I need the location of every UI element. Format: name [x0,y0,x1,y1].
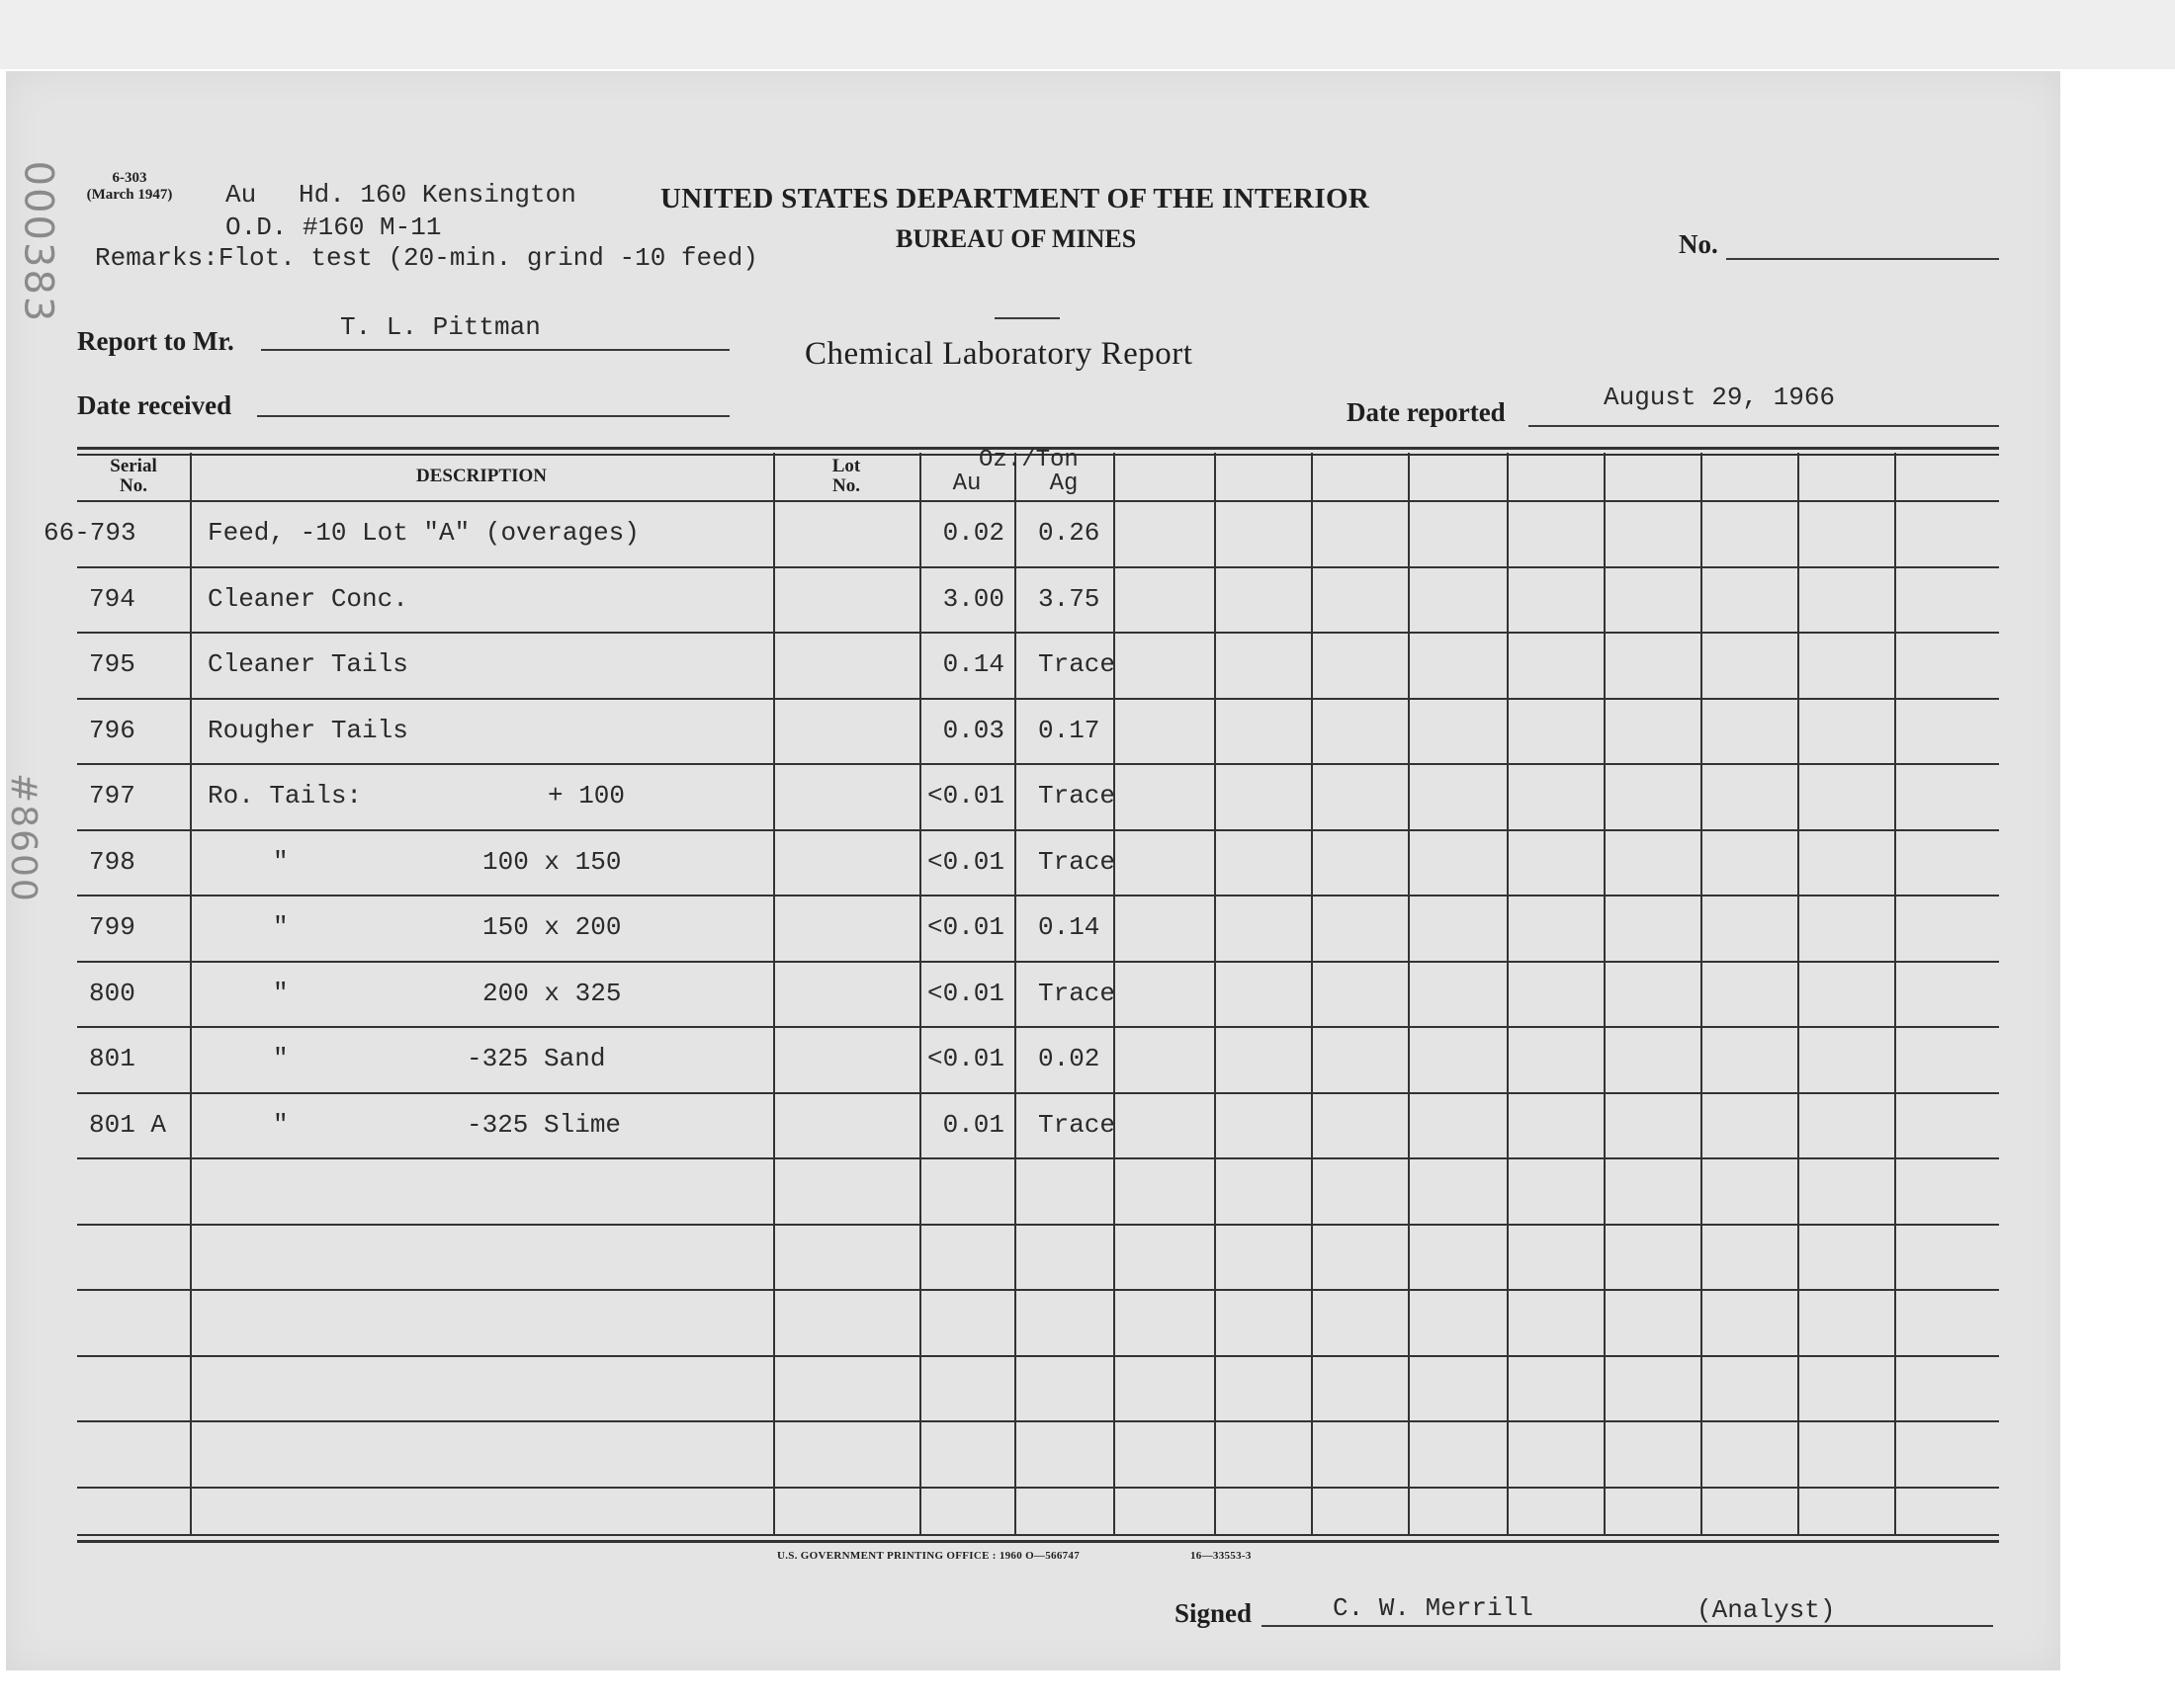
date-received-label: Date received [77,390,232,420]
row-serial: 794 [89,584,135,614]
row-au-value: 0.14 [942,649,1004,679]
row-divider [77,1289,1999,1291]
row-divider [77,566,1999,568]
column-divider [1507,453,1509,1534]
row-ag-value: 0.02 [1038,1044,1100,1073]
row-serial: 801 A [89,1110,167,1140]
signed-role: (Analyst) [1696,1595,1836,1625]
row-description: Rougher Tails [208,716,408,745]
stamp-number-top: 000383 [15,160,61,324]
bureau-title: BUREAU OF MINES [896,224,1137,253]
row-serial: 796 [89,716,135,745]
department-title: UNITED STATES DEPARTMENT OF THE INTERIOR [660,183,1370,214]
row-serial: 800 [89,979,135,1008]
row-ag-value: Trace [1038,781,1116,811]
row-divider [77,632,1999,634]
typed-order: O.D. #160 M-11 [225,213,442,242]
column-divider [1604,453,1606,1534]
row-ag-value: Trace [1038,649,1116,679]
form-code: 16—33553-3 [1190,1550,1252,1562]
column-divider [1894,453,1896,1534]
table-bottom-rule [77,1534,1999,1536]
report-to-label: Report to Mr. [77,326,234,356]
row-divider [77,1355,1999,1357]
typed-location: Hd. 160 Kensington [299,180,576,210]
row-au-value: 0.01 [942,1110,1004,1140]
column-divider [1408,453,1410,1534]
row-size-fraction: -325 Sand [467,1044,606,1073]
au-column-header: Au [952,470,982,497]
row-size-fraction: + 100 [548,781,626,811]
row-ag-value: 0.17 [1038,716,1100,745]
row-description: Feed, -10 Lot "A" (overages) [208,518,640,548]
report-form [3,71,2060,1670]
row-serial: 801 [89,1044,135,1073]
row-divider [77,698,1999,700]
row-divider [77,1026,1999,1028]
signed-name: C. W. Merrill [1333,1593,1533,1623]
signed-label: Signed [1174,1598,1253,1628]
row-ag-value: Trace [1038,847,1116,877]
row-description: " [273,1110,289,1140]
row-description: Ro. Tails: [208,781,363,811]
date-reported-label: Date reported [1347,397,1506,427]
row-divider [77,1420,1999,1422]
ag-column-header: Ag [1049,470,1079,497]
row-divider [77,763,1999,765]
page-title: Chemical Laboratory Report [805,336,1193,372]
row-size-fraction: 150 x 200 [482,912,622,942]
row-au-value: <0.01 [926,781,1004,811]
row-divider [77,895,1999,897]
report-to-value: T. L. Pittman [340,312,541,342]
row-divider [77,961,1999,963]
row-size-fraction: -325 Slime [467,1110,622,1140]
unit-header: Oz./Ton [979,447,1079,473]
lot-column-header: Lot No. [831,456,861,496]
signature-line [1262,1625,1993,1627]
row-au-value: <0.01 [926,912,1004,942]
row-ag-value: Trace [1038,1110,1116,1140]
row-description: " [273,1044,289,1073]
row-divider [77,1157,1999,1159]
table-bottom-rule-outer [77,1540,1999,1543]
row-divider [77,829,1999,831]
row-serial: 66-793 [44,518,136,548]
row-divider [77,1092,1999,1094]
title-divider [995,317,1060,319]
row-au-value: 0.02 [942,518,1004,548]
row-ag-value: 0.14 [1038,912,1100,942]
column-divider [773,453,775,1534]
row-au-value: <0.01 [926,979,1004,1008]
no-label: No. [1679,229,1718,259]
no-field-line [1726,258,1999,260]
row-serial: 797 [89,781,135,811]
row-au-value: <0.01 [926,847,1004,877]
row-au-value: 3.00 [942,584,1004,614]
date-reported-value: August 29, 1966 [1604,383,1836,412]
column-divider [1797,453,1799,1534]
description-column-header: DESCRIPTION [416,466,547,486]
row-au-value: 0.03 [942,716,1004,745]
row-ag-value: Trace [1038,979,1116,1008]
column-divider [1311,453,1313,1534]
row-divider [77,1224,1999,1226]
row-divider [77,1487,1999,1489]
row-description: " [273,979,289,1008]
column-divider [1214,453,1216,1534]
row-size-fraction: 200 x 325 [482,979,622,1008]
form-number: 6-303 (March 1947) [86,170,173,203]
row-size-fraction: 100 x 150 [482,847,622,877]
column-divider [1700,453,1702,1534]
serial-column-header: Serial No. [110,456,157,496]
row-serial: 799 [89,912,135,942]
row-description: " [273,912,289,942]
header-bottom-rule [77,500,1999,502]
date-received-line [257,415,730,417]
row-ag-value: 3.75 [1038,584,1100,614]
typed-remarks: Remarks:Flot. test (20-min. grind -10 feed) [95,243,758,273]
column-divider [190,453,192,1534]
row-description: Cleaner Tails [208,649,408,679]
column-divider [1014,453,1016,1534]
row-au-value: <0.01 [926,1044,1004,1073]
stamp-number-mid: #8600 [3,773,44,903]
date-reported-line [1528,425,1999,427]
typed-element: Au [225,180,257,210]
row-description: " [273,847,289,877]
row-serial: 798 [89,847,135,877]
report-to-line [261,349,730,351]
printing-office-note: U.S. GOVERNMENT PRINTING OFFICE : 1960 O—566747 [777,1550,1081,1562]
row-description: Cleaner Conc. [208,584,408,614]
row-serial: 795 [89,649,135,679]
row-ag-value: 0.26 [1038,518,1100,548]
scan-background [0,0,2175,69]
